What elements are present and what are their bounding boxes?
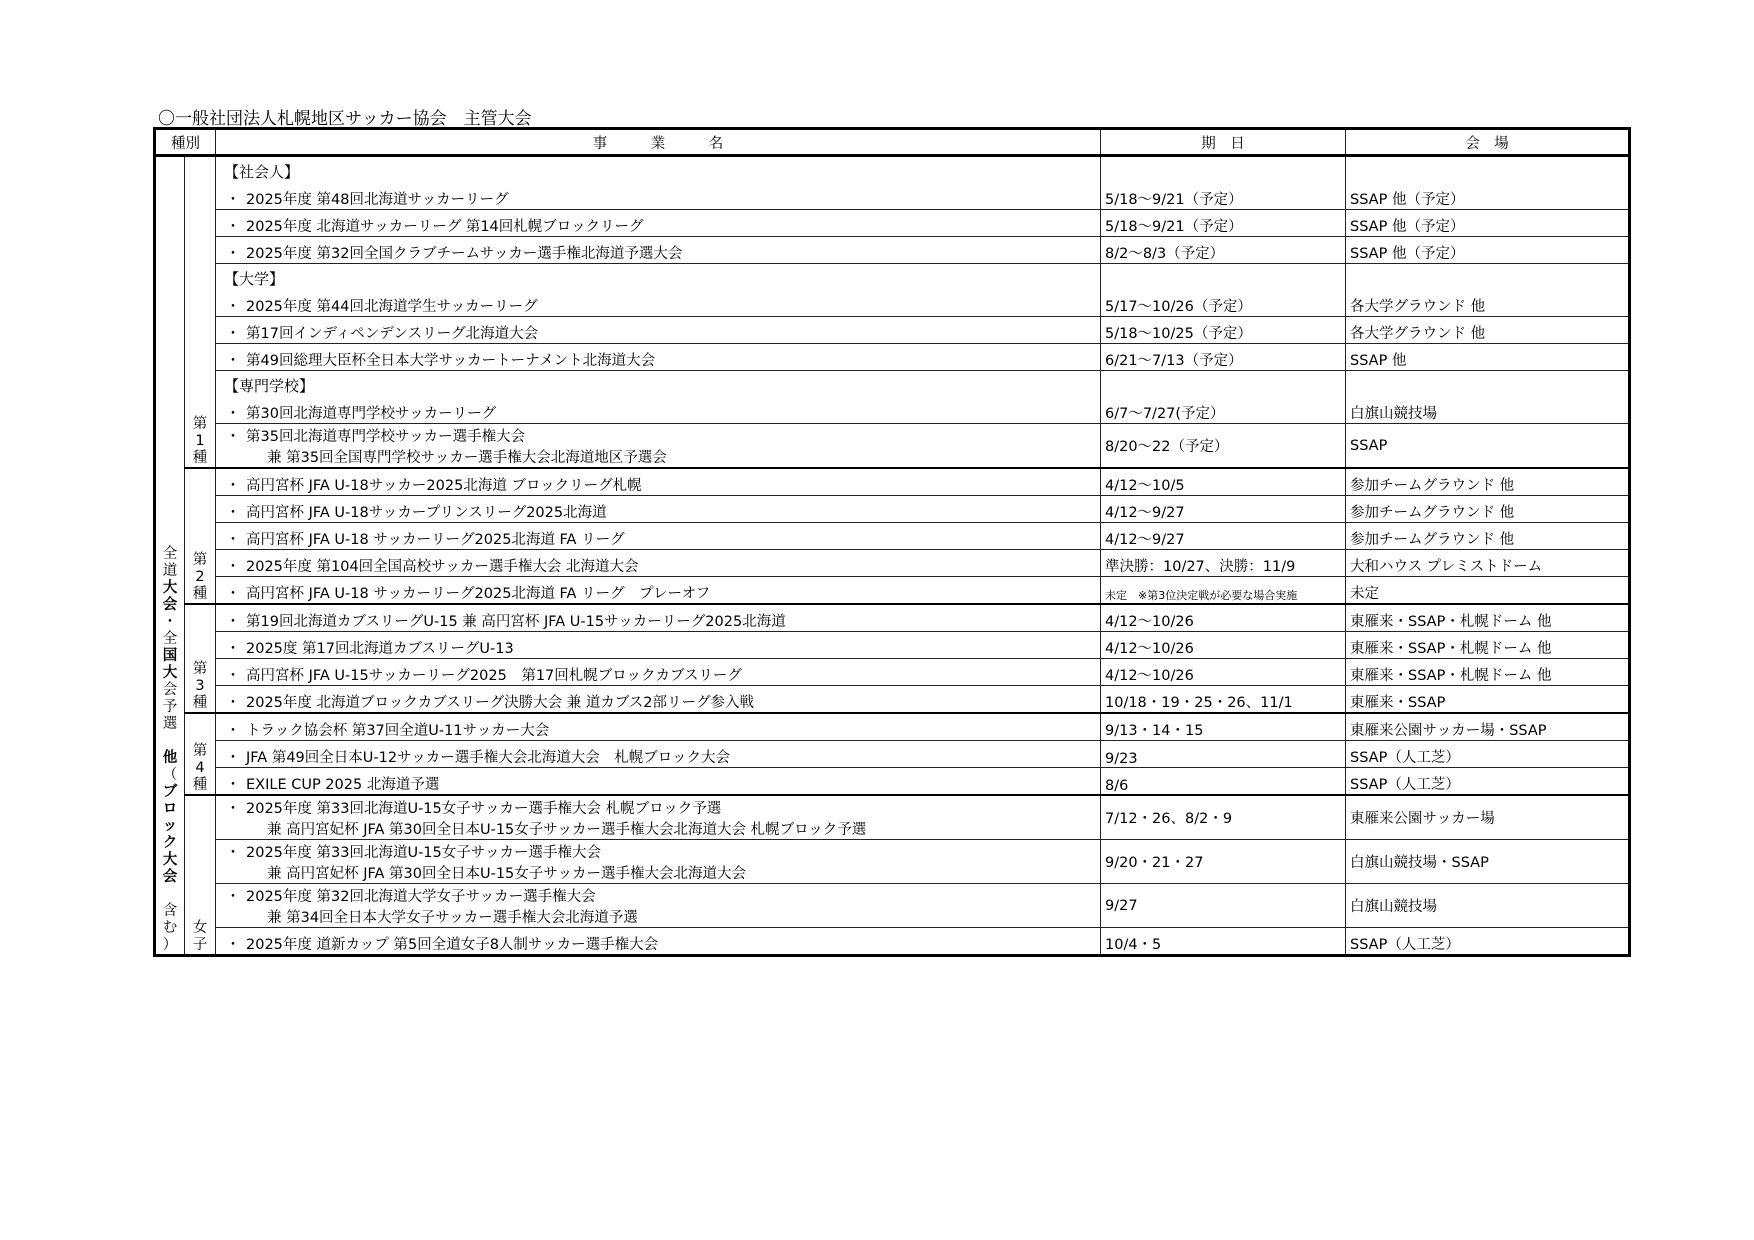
event-name-cell xyxy=(216,928,1101,956)
bullet: ・ xyxy=(225,326,241,342)
event-name-cell xyxy=(216,424,1101,469)
bullet: ・ xyxy=(225,219,241,235)
event-venue: SSAP 他（予定） xyxy=(1346,237,1630,264)
event-venue: SSAP 他（予定） xyxy=(1346,210,1630,237)
table-row xyxy=(155,496,1630,523)
event-venue: 東雁来・SSAP・札幌ドーム 他 xyxy=(1346,632,1630,659)
event-name-cell xyxy=(216,317,1101,344)
event-name: 高円宮杯 JFA U-18サッカー2025北海道 ブロックリーグ札幌 xyxy=(246,478,642,494)
event-venue: 東雁来・SSAP・札幌ドーム 他 xyxy=(1346,604,1630,632)
category-label: 第 4 種 xyxy=(185,713,216,795)
event-name: 第35回北海道専門学校サッカー選手権大会 xyxy=(246,428,526,445)
bullet: ・ xyxy=(225,586,241,602)
event-name-cell xyxy=(216,371,1101,424)
bullet: ・ xyxy=(225,428,241,445)
table-row xyxy=(155,577,1630,605)
table-row xyxy=(155,840,1630,884)
table-header-row xyxy=(155,129,1630,156)
event-date: 5/18～9/21（予定） xyxy=(1101,156,1346,210)
event-venue: SSAP（人工芝） xyxy=(1346,768,1630,796)
category-label: 第 3 種 xyxy=(185,604,216,713)
section-heading: 【大学】 xyxy=(224,270,285,288)
event-date: 8/20～22（予定） xyxy=(1101,424,1346,469)
category-label: 第 2 種 xyxy=(185,468,216,604)
event-name: 第49回総理大臣杯全日本大学サッカートーナメント北海道大会 xyxy=(246,353,656,369)
event-venue: 東雁来公園サッカー場・SSAP xyxy=(1346,713,1630,741)
event-venue: 参加チームグラウンド 他 xyxy=(1346,523,1630,550)
event-name-cell xyxy=(216,795,1101,840)
event-name: 高円宮杯 JFA U-15サッカーリーグ2025 第17回札幌ブロックカブスリーグ xyxy=(246,668,742,684)
table-row xyxy=(155,659,1630,686)
event-name-cell xyxy=(216,264,1101,317)
event-name: 2025年度 第32回北海道大学女子サッカー選手権大会 xyxy=(246,888,596,905)
event-name: トラック協会杯 第37回全道U-11サッカー大会 xyxy=(246,723,550,739)
bullet: ・ xyxy=(225,299,241,315)
table-row xyxy=(155,210,1630,237)
event-name-cell xyxy=(216,768,1101,796)
bullet: ・ xyxy=(225,695,241,711)
table-row xyxy=(155,741,1630,768)
event-venue: 未定 xyxy=(1346,577,1630,605)
event-venue: SSAP 他 xyxy=(1346,344,1630,371)
event-name-cell xyxy=(216,156,1101,210)
event-venue: 東雁来・SSAP・札幌ドーム 他 xyxy=(1346,659,1630,686)
event-date: 8/6 xyxy=(1101,768,1346,796)
event-venue: SSAP 他（予定） xyxy=(1346,156,1630,210)
event-venue: 各大学グラウンド 他 xyxy=(1346,317,1630,344)
category-label: 第 1 種 xyxy=(185,156,216,469)
bullet: ・ xyxy=(225,559,241,575)
bullet: ・ xyxy=(225,505,241,521)
event-name: 高円宮杯 JFA U-18 サッカーリーグ2025北海道 FA リーグ プレーオフ xyxy=(246,586,711,602)
event-date: 10/4・5 xyxy=(1101,928,1346,956)
table-row xyxy=(155,686,1630,714)
event-name: EXILE CUP 2025 北海道予選 xyxy=(246,777,440,793)
event-name-cell xyxy=(216,468,1101,496)
bullet: ・ xyxy=(225,478,241,494)
event-name: 第19回北海道カブスリーグU-15 兼 高円宮杯 JFA U-15サッカーリーグ2025北海道 xyxy=(246,614,786,630)
table-row xyxy=(155,795,1630,840)
bullet: ・ xyxy=(225,192,241,208)
header-venue: 会 場 xyxy=(1346,129,1630,156)
event-name: 2025年度 第44回北海道学生サッカーリーグ xyxy=(246,299,538,315)
event-name: 2025年度 北海道ブロックカブスリーグ決勝大会 兼 道カブス2部リーグ参入戦 xyxy=(246,695,755,711)
event-name: 高円宮杯 JFA U-18サッカープリンスリーグ2025北海道 xyxy=(246,505,607,521)
table-row xyxy=(155,632,1630,659)
bullet: ・ xyxy=(225,406,241,422)
event-date: 9/27 xyxy=(1101,884,1346,928)
event-name: 2025年度 道新カップ 第5回全道女子8人制サッカー選手権大会 xyxy=(246,937,659,953)
table-row xyxy=(155,713,1630,741)
event-date: 4/12～10/26 xyxy=(1101,659,1346,686)
table-row xyxy=(155,550,1630,577)
event-venue: 各大学グラウンド 他 xyxy=(1346,264,1630,317)
event-venue: 参加チームグラウンド 他 xyxy=(1346,496,1630,523)
bullet: ・ xyxy=(225,532,241,548)
event-name: 2025年度 北海道サッカーリーグ 第14回札幌ブロックリーグ xyxy=(246,219,644,235)
event-name: 高円宮杯 JFA U-18 サッカーリーグ2025北海道 FA リーグ xyxy=(246,532,625,548)
table-row xyxy=(155,156,1630,210)
event-date: 4/12～10/5 xyxy=(1101,468,1346,496)
header-event-name: 事 業 名 xyxy=(216,129,1101,156)
header-kind: 種別 xyxy=(155,129,216,156)
bullet: ・ xyxy=(225,800,241,817)
event-name-sub: 兼 第34回全日本大学女子サッカー選手権大会北海道予選 xyxy=(267,909,638,926)
table-row xyxy=(155,468,1630,496)
bullet: ・ xyxy=(225,668,241,684)
section-heading: 【専門学校】 xyxy=(224,377,315,395)
bullet: ・ xyxy=(225,246,241,262)
table-row xyxy=(155,344,1630,371)
event-date: 8/2～8/3（予定） xyxy=(1101,237,1346,264)
event-date: 5/18～9/21（予定） xyxy=(1101,210,1346,237)
event-venue: SSAP（人工芝） xyxy=(1346,741,1630,768)
table-row xyxy=(155,523,1630,550)
table-row xyxy=(155,768,1630,796)
event-name-cell xyxy=(216,210,1101,237)
event-name: 2025年度 第33回北海道U-15女子サッカー選手権大会 xyxy=(246,844,601,861)
event-date: 9/13・14・15 xyxy=(1101,713,1346,741)
event-name-cell xyxy=(216,604,1101,632)
event-date: 7/12・26、8/2・9 xyxy=(1101,795,1346,840)
event-venue: 白旗山競技場 xyxy=(1346,371,1630,424)
event-name: 2025年度 第48回北海道サッカーリーグ xyxy=(246,192,509,208)
event-venue: 参加チームグラウンド 他 xyxy=(1346,468,1630,496)
event-date: 6/7～7/27(予定） xyxy=(1101,371,1346,424)
bullet: ・ xyxy=(225,641,241,657)
event-name-cell xyxy=(216,523,1101,550)
event-name-cell xyxy=(216,550,1101,577)
event-date: 未定 ※第3位決定戦が必要な場合実施 xyxy=(1101,577,1346,605)
event-name-cell xyxy=(216,686,1101,714)
event-name: 第17回インディペンデンスリーグ北海道大会 xyxy=(246,326,539,342)
event-date: 9/20・21・27 xyxy=(1101,840,1346,884)
event-name: JFA 第49回全日本U-12サッカー選手権大会北海道大会 札幌ブロック大会 xyxy=(246,750,730,766)
event-name-cell xyxy=(216,884,1101,928)
header-date: 期 日 xyxy=(1101,129,1346,156)
event-venue: 白旗山競技場・SSAP xyxy=(1346,840,1630,884)
event-date: 5/18～10/25（予定） xyxy=(1101,317,1346,344)
section-heading: 【社会人】 xyxy=(224,163,300,181)
event-venue: 東雁来公園サッカー場 xyxy=(1346,795,1630,840)
table-row xyxy=(155,604,1630,632)
event-name: 2025年度 第32回全国クラブチームサッカー選手権北海道予選大会 xyxy=(246,246,683,262)
document-title: 〇一般社団法人札幌地区サッカー協会 主管大会 xyxy=(158,109,532,129)
event-name-sub: 兼 第35回全国専門学校サッカー選手権大会北海道地区予選会 xyxy=(267,449,667,466)
event-name: 2025年度 第104回全国高校サッカー選手権大会 北海道大会 xyxy=(246,559,639,575)
event-date: 9/23 xyxy=(1101,741,1346,768)
event-date: 6/21～7/13（予定） xyxy=(1101,344,1346,371)
event-venue: 大和ハウス プレミストドーム xyxy=(1346,550,1630,577)
event-date: 4/12～10/26 xyxy=(1101,632,1346,659)
table-row xyxy=(155,424,1630,469)
event-name-cell xyxy=(216,632,1101,659)
event-date: 準決勝：10/27、決勝：11/9 xyxy=(1101,550,1346,577)
bullet: ・ xyxy=(225,937,241,953)
table-row xyxy=(155,884,1630,928)
event-name: 第30回北海道専門学校サッカーリーグ xyxy=(246,406,497,422)
event-date: 5/17～10/26（予定） xyxy=(1101,264,1346,317)
bullet: ・ xyxy=(225,353,241,369)
event-venue: SSAP xyxy=(1346,424,1630,469)
table-row xyxy=(155,928,1630,956)
bullet: ・ xyxy=(225,777,241,793)
outer-category-label: 全 道 大 会 ・ 全 国 大 会 予 選 他 （ ブ ロ ッ ク 大 会 含 む ） xyxy=(155,156,185,956)
category-label: 女 子 xyxy=(185,795,216,956)
event-name-cell xyxy=(216,840,1101,884)
event-name-cell xyxy=(216,713,1101,741)
event-name-cell xyxy=(216,237,1101,264)
table-row xyxy=(155,371,1630,424)
event-name-sub: 兼 高円宮妃杯 JFA 第30回全日本U-15女子サッカー選手権大会北海道大会 xyxy=(267,865,746,882)
event-date: 10/18・19・25・26、11/1 xyxy=(1101,686,1346,714)
table-row xyxy=(155,264,1630,317)
event-date: 4/12～10/26 xyxy=(1101,604,1346,632)
event-name-cell xyxy=(216,659,1101,686)
table-row xyxy=(155,237,1630,264)
tournament-schedule-table xyxy=(153,127,1631,957)
event-name-sub: 兼 高円宮妃杯 JFA 第30回全日本U-15女子サッカー選手権大会北海道大会 札幌ブロック予選 xyxy=(267,821,867,838)
event-date: 4/12～9/27 xyxy=(1101,496,1346,523)
event-venue: 白旗山競技場 xyxy=(1346,884,1630,928)
bullet: ・ xyxy=(225,888,241,905)
bullet: ・ xyxy=(225,614,241,630)
event-venue: 東雁来・SSAP xyxy=(1346,686,1630,714)
event-venue: SSAP（人工芝） xyxy=(1346,928,1630,956)
event-name: 2025度 第17回北海道カブスリーグU-13 xyxy=(246,641,514,657)
bullet: ・ xyxy=(225,723,241,739)
bullet: ・ xyxy=(225,844,241,861)
event-name: 2025年度 第33回北海道U-15女子サッカー選手権大会 札幌ブロック予選 xyxy=(246,800,722,817)
bullet: ・ xyxy=(225,750,241,766)
event-date: 4/12～9/27 xyxy=(1101,523,1346,550)
event-name-cell xyxy=(216,344,1101,371)
event-name-cell xyxy=(216,741,1101,768)
event-name-cell xyxy=(216,496,1101,523)
table-row xyxy=(155,317,1630,344)
event-name-cell xyxy=(216,577,1101,605)
